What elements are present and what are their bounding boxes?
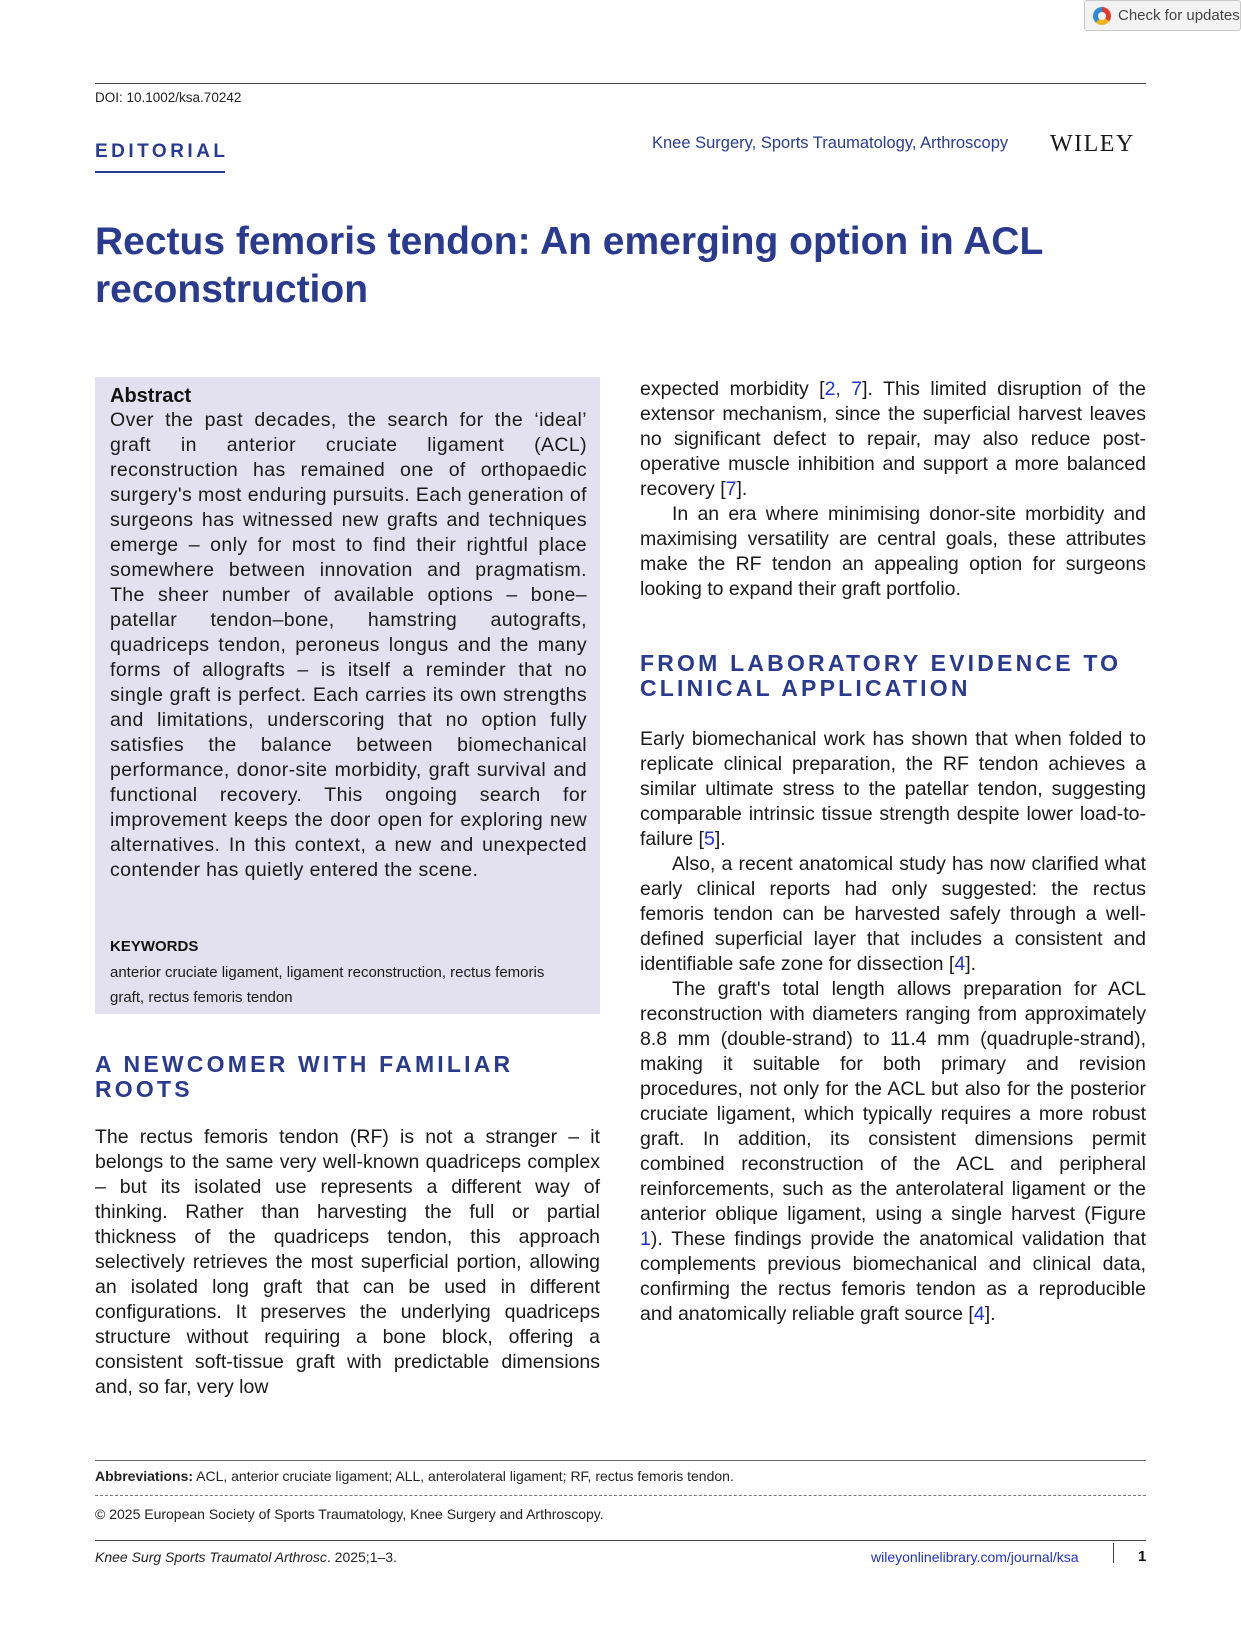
abbreviations-text: ACL, anterior cruciate ligament; ALL, anterolateral ligament; RF, rectus femoris tendon. xyxy=(193,1468,734,1484)
crossmark-icon xyxy=(1093,7,1111,25)
paragraph xyxy=(640,977,1146,1327)
text-run: ]. xyxy=(965,953,977,975)
header-rule xyxy=(95,83,1146,84)
footnote-rule xyxy=(95,1460,1146,1461)
journal-name[interactable]: Knee Surgery, Sports Traumatology, Arthroscopy xyxy=(652,134,1009,152)
journal-citation xyxy=(95,1549,397,1565)
section-heading: FROM LABORATORY EVIDENCE TO CLINICAL APPLICATION xyxy=(640,650,1122,701)
keywords-list: anterior cruciate ligament, ligament reconstruction, rectus femoris graft, rectus femoris tendon xyxy=(110,964,545,1006)
text-run: ]. This limited disruption of the extensor mechanism, since the superficial harvest leaves no significant defect to repair, may also reduce post-operative muscle inhibition and support a more balanced recovery [ xyxy=(640,378,1146,500)
journal-url-link[interactable]: wileyonlinelibrary.com/journal/ksa xyxy=(871,1549,1079,1565)
section1-column1 xyxy=(95,1125,600,1400)
page-number: 1 xyxy=(1138,1548,1147,1565)
publisher-logo: WILEY xyxy=(1050,131,1135,157)
footer-divider xyxy=(1113,1543,1114,1563)
text-run: Early biomechanical work has shown that when folded to replicate clinical preparation, the RF tendon achieves a similar ultimate stress to the patellar tendon, suggesting comparable intrinsic tissue strength despite lower load-to-failure [ xyxy=(640,728,1146,850)
text-run: ]. xyxy=(714,828,726,850)
abbreviations xyxy=(95,1468,734,1484)
check-for-updates-button[interactable] xyxy=(1084,0,1241,31)
citation-link[interactable]: 5 xyxy=(703,828,715,850)
section1-column2 xyxy=(640,377,1146,602)
abstract-text: Over the past decades, the search for the ‘ideal’ graft in anterior cruciate ligament (ACL) reconstruction has remained one of orthopaedic surgery's most enduring pursuits. Each generation of surgeons has witnessed new grafts and techniques emerge – only for most to find their rightful place somewhere between innovation and pragmatism. The sheer number of available options – bone–patellar tendon–bone, hamstring autografts, quadriceps tendon, peroneus longus and the many forms of allografts – is itself a reminder that no single graft is perfect. Each carries its own strengths and limitations, underscoring that no option fully satisfies the balance between biomechanical performance, donor-site morbidity, graft survival and functional recovery. This ongoing search for improvement keeps the door open for exploring new alternatives. In this context, a new and unexpected contender has quietly entered the scene. xyxy=(110,409,587,881)
citation-link[interactable]: 7 xyxy=(725,478,737,500)
paragraph-continuation xyxy=(640,377,1146,502)
text-run: expected morbidity [ xyxy=(640,378,825,400)
check-for-updates-label: Check for updates xyxy=(1118,7,1240,24)
paragraph xyxy=(640,727,1146,852)
figure-link[interactable]: 1 xyxy=(640,1228,651,1250)
paragraph: The rectus femoris tendon (RF) is not a stranger – it belongs to the same very well-known quadriceps complex – but its isolated use represents a different way of thinking. Rather than harvesting the full or partial thickness of the quadriceps tendon, this approach selectively retrieves the most superficial portion, allowing an isolated long graft that can be used in different configurations. It preserves the underlying quadriceps structure without requiring a bone block, offering a consistent soft-tissue graft with predictable dimensions and, so far, very low xyxy=(95,1126,600,1398)
section-heading: A NEWCOMER WITH FAMILIAR ROOTS xyxy=(95,1051,514,1102)
text-run: The graft's total length allows preparation for ACL reconstruction with diameters ranging from approximately 8.8 mm (double-strand) to 11.4 mm (quadruple-strand), making it suitable for both primary and revision procedures, not only for the ACL but also for the posterior cruciate ligament, which typically requires a more robust graft. In addition, its consistent dimensions permit combined reconstruction of the ACL and peripheral reinforcements, such as the anterolateral ligament or the anterior oblique ligament, using a single harvest (Figure xyxy=(640,978,1146,1225)
citation-journal: Knee Surg Sports Traumatol Arthrosc xyxy=(95,1549,327,1565)
footer-rule xyxy=(95,1540,1146,1541)
paragraph: In an era where minimising donor-site morbidity and maximising versatility are central goals, these attributes make the RF tendon an appealing option for surgeons looking to expand their graft portfolio. xyxy=(640,503,1146,600)
article-type-underline xyxy=(95,171,225,173)
citation-link[interactable]: 2, 7 xyxy=(824,378,863,400)
text-run: ). These findings provide the anatomical validation that complements previous biomechanical and clinical data, confirming the rectus femoris tendon as a reproducible and anatomically reliable graft source [ xyxy=(640,1228,1146,1325)
text-run: ]. xyxy=(736,478,748,500)
dashed-divider xyxy=(95,1495,1146,1496)
citation-link[interactable]: 4 xyxy=(973,1303,985,1325)
citation-link[interactable]: 4 xyxy=(954,953,966,975)
doi: DOI: 10.1002/ksa.70242 xyxy=(95,90,242,105)
paragraph xyxy=(640,852,1146,977)
article-title: Rectus femoris tendon: An emerging option in ACL reconstruction xyxy=(95,220,1043,311)
article-type: EDITORIAL xyxy=(95,141,229,162)
copyright: © 2025 European Society of Sports Traumatology, Knee Surgery and Arthroscopy. xyxy=(95,1506,604,1522)
abstract-heading: Abstract xyxy=(110,385,192,407)
text-run: Also, a recent anatomical study has now clarified what early clinical reports had only suggested: the rectus femoris tendon can be harvested safely through a well-defined superficial layer that includes a consistent and identifiable safe zone for dissection [ xyxy=(640,853,1146,975)
abbreviations-label: Abbreviations: xyxy=(95,1468,194,1484)
keywords-heading: KEYWORDS xyxy=(110,938,199,955)
section2-text xyxy=(640,727,1146,1327)
text-run: ]. xyxy=(984,1303,996,1325)
citation-details: . 2025;1–3. xyxy=(326,1549,397,1565)
